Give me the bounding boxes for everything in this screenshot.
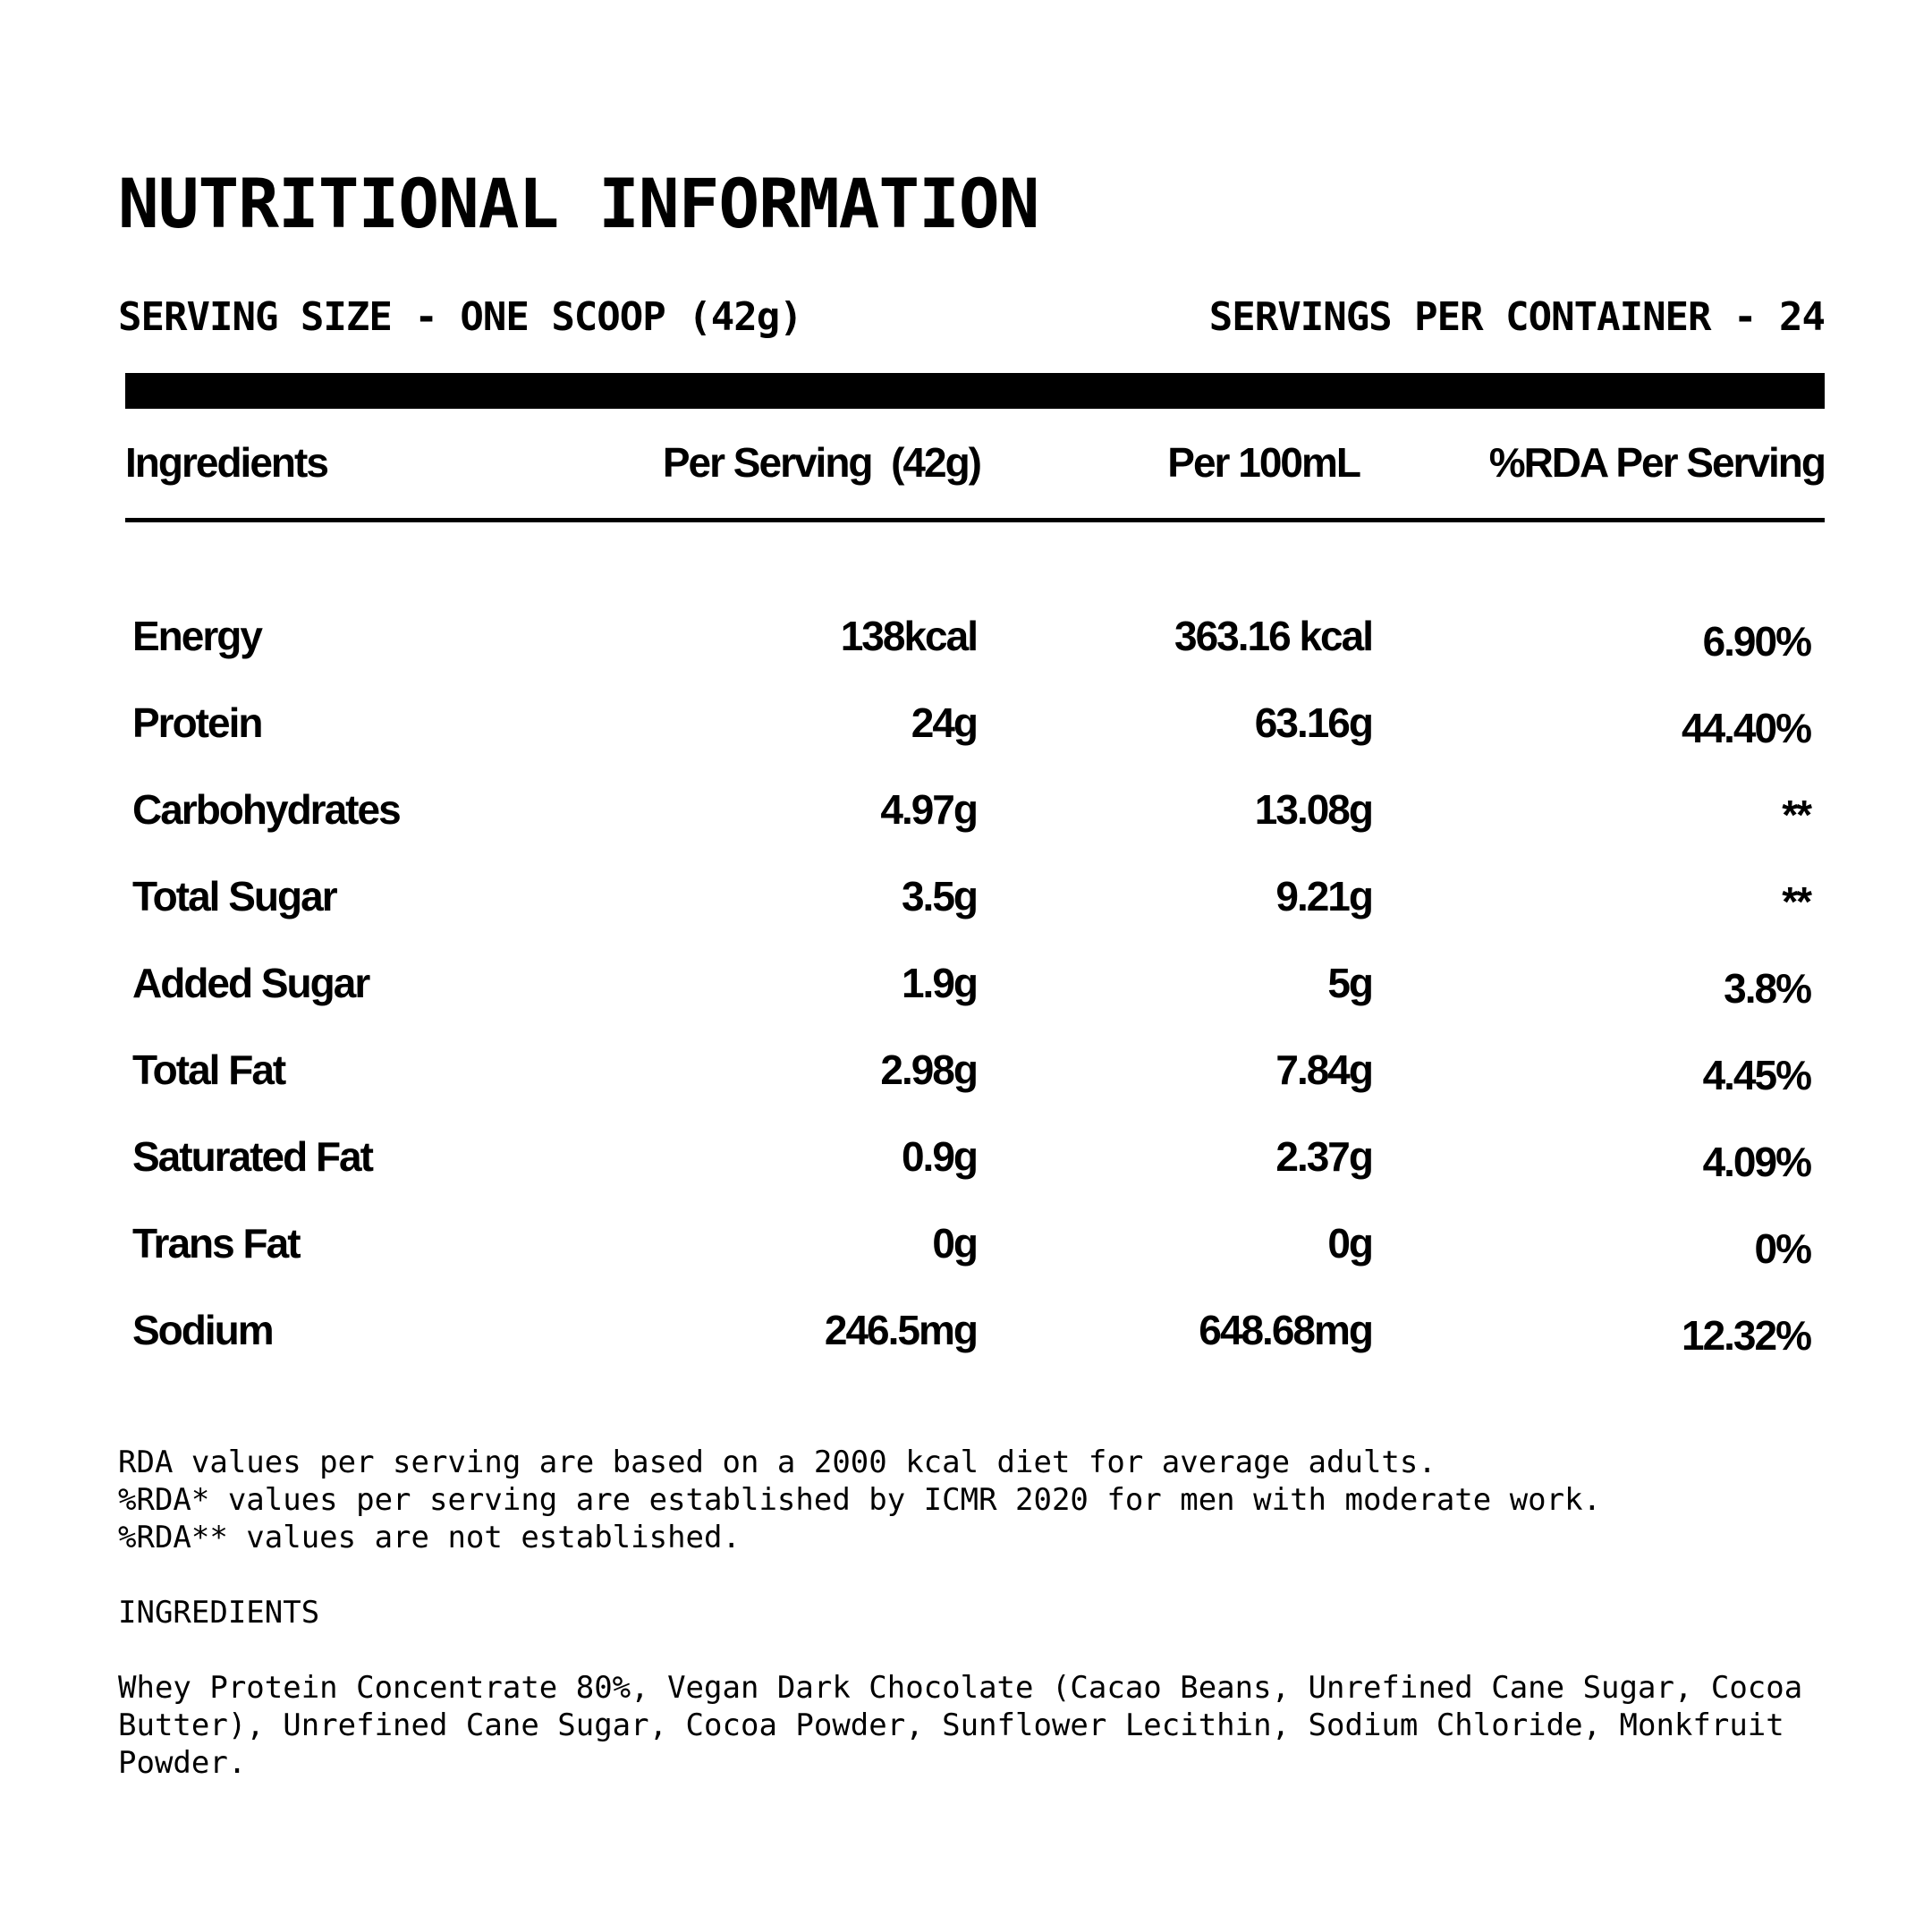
ingredients-line: Butter), Unrefined Cane Sugar, Cocoa Powder, Sunflower Lecithin, Sodium Chloride, Monkfruit: [118, 1707, 1784, 1743]
ingredients-list: [118, 1669, 1835, 1782]
ingredients-line: Powder.: [118, 1745, 247, 1781]
nutrient-rda: 4.09%: [1702, 1139, 1810, 1185]
nutrient-rda: 12.32%: [1681, 1312, 1810, 1359]
nutrient-per-serving: 4.97g: [880, 786, 977, 833]
nutrient-name: Total Sugar: [132, 873, 336, 919]
header-divider-thin: [125, 518, 1825, 522]
nutrient-per-100ml: 7.84g: [1275, 1046, 1372, 1093]
nutrient-per-serving: 246.5mg: [824, 1307, 977, 1353]
nutrient-name: Added Sugar: [132, 960, 369, 1006]
nutrient-per-100ml: 5g: [1327, 960, 1372, 1006]
table-row: [0, 1130, 1932, 1183]
nutrient-per-100ml: 13.08g: [1254, 786, 1372, 833]
header-divider-thick: [125, 373, 1825, 409]
nutrient-per-100ml: 648.68mg: [1199, 1307, 1372, 1353]
table-row: [0, 696, 1932, 750]
nutrient-rda: **: [1782, 792, 1810, 838]
nutrient-name: Protein: [132, 699, 262, 746]
nutrient-rda: 44.40%: [1681, 705, 1810, 751]
nutrient-per-100ml: 63.16g: [1254, 699, 1372, 746]
nutrient-name: Carbohydrates: [132, 786, 400, 833]
nutrient-per-100ml: 363.16 kcal: [1174, 613, 1372, 659]
nutrient-per-serving: 138kcal: [840, 613, 977, 659]
servings-per-container: SERVINGS PER CONTAINER - 24: [1208, 294, 1825, 340]
nutrient-name: Sodium: [132, 1307, 273, 1353]
table-row: [0, 783, 1932, 836]
header-ingredients: Ingredients: [125, 439, 327, 486]
ingredients-line: Whey Protein Concentrate 80%, Vegan Dark Chocolate (Cacao Beans, Unrefined Cane Sugar, Cocoa: [118, 1670, 1803, 1706]
rda-note: %RDA** values are not established.: [118, 1520, 741, 1555]
table-row: [0, 1303, 1932, 1357]
nutrient-per-serving: 3.5g: [901, 873, 977, 919]
nutrient-per-serving: 2.98g: [880, 1046, 977, 1093]
nutrient-rda: 3.8%: [1724, 965, 1810, 1012]
header-per-100ml: Per 100mL: [1167, 439, 1360, 486]
nutrient-name: Saturated Fat: [132, 1133, 372, 1180]
nutrient-name: Total Fat: [132, 1046, 285, 1093]
table-row: [0, 956, 1932, 1010]
nutrient-name: Energy: [132, 613, 261, 659]
table-row: [0, 1216, 1932, 1270]
table-header: [0, 436, 1932, 489]
table-row: [0, 869, 1932, 923]
nutrient-per-serving: 24g: [911, 699, 977, 746]
table-row: [0, 609, 1932, 663]
header-rda: %RDA Per Serving: [1488, 439, 1825, 486]
nutrient-name: Trans Fat: [132, 1220, 300, 1267]
nutrient-rda: 0%: [1754, 1225, 1810, 1272]
nutrient-per-serving: 1.9g: [901, 960, 977, 1006]
ingredients-heading: INGREDIENTS: [118, 1595, 320, 1631]
rda-notes: [118, 1444, 1601, 1556]
serving-info: [118, 295, 1825, 340]
nutrient-per-100ml: 0g: [1327, 1220, 1372, 1267]
table-row: [0, 1043, 1932, 1097]
rda-note: %RDA* values per serving are established by ICMR 2020 for men with moderate work.: [118, 1482, 1602, 1518]
rda-note: RDA values per serving are based on a 2000 kcal diet for average adults.: [118, 1445, 1436, 1480]
nutrient-rda: **: [1782, 878, 1810, 925]
page-title: NUTRITIONAL INFORMATION: [118, 164, 1039, 243]
header-per-serving: Per Serving (42g): [662, 439, 980, 486]
nutrient-per-100ml: 2.37g: [1275, 1133, 1372, 1180]
nutrient-per-serving: 0.9g: [901, 1133, 977, 1180]
nutrient-rda: 6.90%: [1702, 618, 1810, 665]
serving-size: SERVING SIZE - ONE SCOOP (42g): [118, 294, 802, 340]
nutrient-rda: 4.45%: [1702, 1052, 1810, 1098]
nutrient-per-serving: 0g: [932, 1220, 977, 1267]
nutrient-per-100ml: 9.21g: [1275, 873, 1372, 919]
